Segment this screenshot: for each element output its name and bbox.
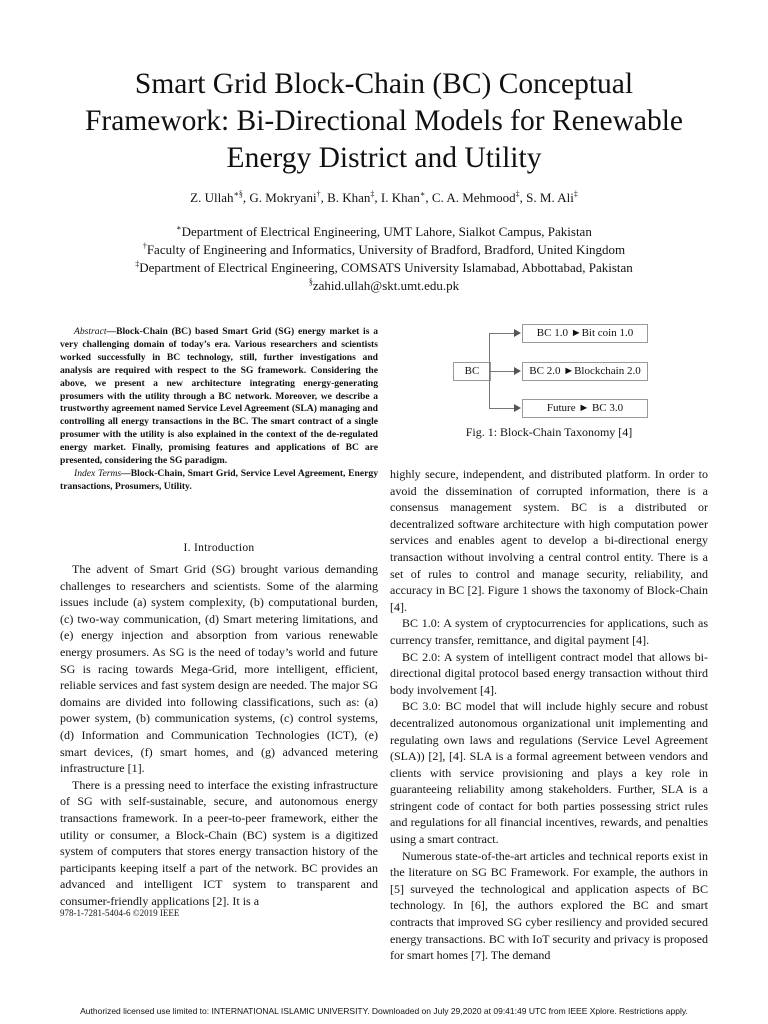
- affiliations: [40, 223, 728, 295]
- author: C. A. Mehmood‡,: [431, 189, 527, 205]
- license-footer: Authorized licensed use limited to: INTERNATIONAL ISLAMIC UNIVERSITY. Downloaded on July 29,2020 at 09:41:49 UTC from IEEE Xplore. Restrictions apply.: [80, 1006, 688, 1016]
- arrow-icon: [514, 367, 521, 375]
- section-heading: I. Introduction: [183, 542, 255, 554]
- author: Z. Ullah∗§,: [190, 189, 250, 205]
- paragraph: BC 3.0: BC model that will include highly secure and robust decentralized autonomous organizational unit implementing and regulating own laws and regulations (Service Level Agreement (SLA)) [2], [4]. SLA is a formal agreement between vendors and clients with service provisioning and plays a key role in guaranteeing reliability among stakeholders. Further, SLA is a stringent code of contact for both parties possessing strict rules and regulations for all financial incentives, rewards, and penalties using a smart contract.: [390, 699, 708, 847]
- author-list: [40, 190, 728, 206]
- author: B. Khan‡,: [327, 189, 381, 205]
- branch-node: BC 1.0 ►Bit coin 1.0: [522, 324, 648, 343]
- affiliation: ‡Department of Electrical Engineering, COMSATS University Islamabad, Abbottabad, Pakistan: [135, 259, 633, 275]
- paper-title: [40, 66, 728, 177]
- author: S. M. Ali‡: [526, 189, 578, 205]
- figure-block-chain-taxonomy: [453, 323, 649, 419]
- connector: [489, 333, 490, 409]
- connector: [489, 408, 514, 409]
- affiliation: ∗Department of Electrical Engineering, UMT Lahore, Sialkot Campus, Pakistan: [176, 223, 592, 239]
- paragraph: There is a pressing need to interface the existing infrastructure of SG with self-sustainable, secure, and autonomous energy transactions framework. In a peer-to-peer framework, either the utility or consumer, a Block-Chain (BC) system is a digitized system of computers that stores energy transaction history of the participants keeping itself a part of the network. BC provides an advanced and intelligent ICT system to transparent and consumer-friendly applications [2]. It is a: [60, 777, 378, 908]
- paragraph: BC 2.0: A system of intelligent contract model that allows bi-directional digital protocol based energy transaction without third body involvement [4].: [390, 649, 708, 697]
- copyright-notice: 978-1-7281-5404-6 ©2019 IEEE: [60, 908, 180, 918]
- figure-caption: Fig. 1: Block-Chain Taxonomy [4]: [465, 425, 633, 439]
- abstract-text: Abstract—Block-Chain (BC) based Smart Grid (SG) energy market is a very challenging domain of today’s era. Various researchers and scientists worked successfully in BC technology, still, further investigations and analysis are required with respect to the SG framework. Considering the above, we present a new architecture integrating energy-generating prosumers with the utility through a BC network. Moreover, we describe a trustworthy agreement named Service Level Agreement (SLA) managing and controlling all energy transactions in the BC. The smart contract of a single prosumer with the utility is also explained in the context of the de-regulated energy market. Finally, promising features and applications of BC are presented, considering the SG paradigm.: [60, 326, 378, 467]
- paragraph: highly secure, independent, and distributed platform. In order to avoid the dissemination of corrupted information, there is a consensus management system. BC is a distributed or decentralized software architecture with high computation power services and enables agent to develop a bi-directional energy transaction without involving a central control entity. There is a set of rules to control and manage security, reliability, and accuracy in BC [2]. Figure 1 shows the taxonomy of Block-Chain [4].: [390, 467, 708, 614]
- paragraph: The advent of Smart Grid (SG) brought various demanding challenges to researchers and scientists. Some of the alarming issues include (a) system complexity, (b) computational burden, (c) two-way communication, (d) Smart metering limitations, and (e) energy injection and absorption from various renewable energy prosumers. As SG is the need of today’s world and future SG is racing towards Mega-Grid, more intelligent, efficient, reliable services and fast system design are needed. The major SG domains are divided into following classifications, such as: (a) power system, (b) communication systems, (c) control systems, (d) Information and Communication Technologies (ICT), (e) smart devices, (f) smart homes, and (g) advanced metering infrastructure [1].: [60, 562, 378, 776]
- branch-node: BC 2.0 ►Blockchain 2.0: [522, 362, 648, 381]
- abstract: [60, 326, 378, 494]
- connector: [489, 333, 514, 334]
- arrow-icon: [514, 329, 521, 337]
- arrow-icon: [514, 404, 521, 412]
- contact-email: §zahid.ullah@skt.umt.edu.pk: [308, 277, 460, 293]
- index-terms: Index Terms—Block-Chain, Smart Grid, Service Level Agreement, Energy transactions, Prosumers, Utility.: [60, 467, 378, 492]
- author: G. Mokryani†,: [249, 189, 328, 205]
- title-line: Smart Grid Block-Chain (BC) Conceptual: [134, 68, 634, 100]
- root-node: BC: [453, 362, 491, 381]
- affiliation: †Faculty of Engineering and Informatics, University of Bradford, Bradford, United Kingdom: [142, 241, 626, 257]
- right-column-body: [390, 466, 708, 964]
- author: I. Khan∗,: [380, 189, 432, 205]
- paragraph: Numerous state-of-the-art articles and technical reports exist in the literature on SG BC Framework. For example, the authors in [5] surveyed the technological and application aspects of BC technology. In [6], the authors explored the BC and smart contracts that improved SG cyber resiliency and provided secured energy transactions. BC with IoT security and privacy is proposed for smart homes [7]. The demand: [390, 848, 708, 963]
- title-line: Energy District and Utility: [226, 142, 542, 174]
- title-line: Framework: Bi-Directional Models for Renewable: [84, 105, 684, 137]
- paragraph: BC 1.0: A system of cryptocurrencies for applications, such as currency transfer, remittance, and digital payment [4].: [390, 616, 708, 647]
- branch-node: Future ► BC 3.0: [522, 399, 648, 418]
- left-column-body: [60, 561, 378, 909]
